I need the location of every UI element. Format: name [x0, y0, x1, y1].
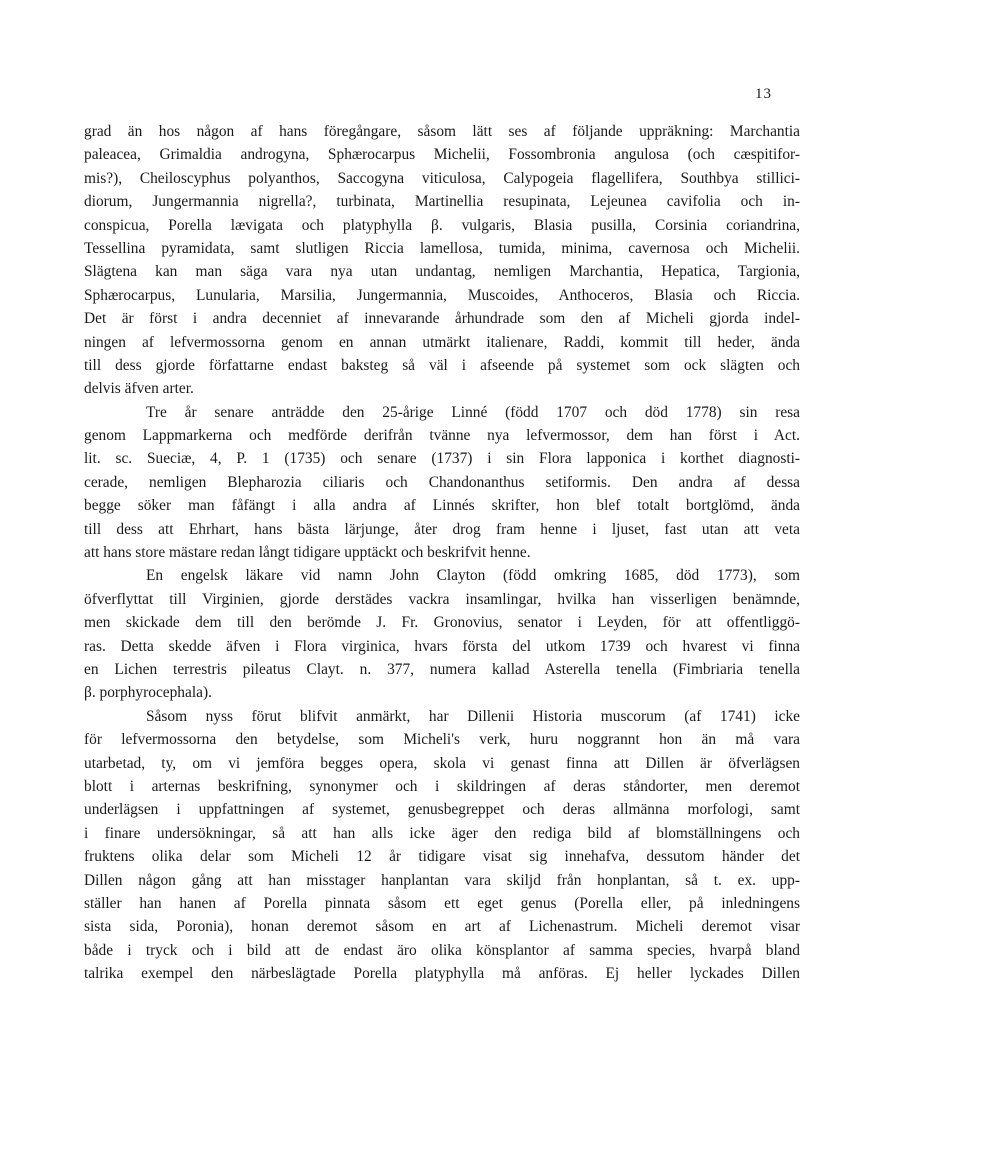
text-line: talrika exempel den närbeslägtade Porella platyphylla må anföras. Ej heller lyckades Dillen — [84, 965, 800, 983]
text-line: ställer han hanen af Porella pinnata såsom ett eget genus (Porella eller, på inledningens — [84, 894, 800, 912]
text-line: för lefvermossorna den betydelse, som Micheli's verk, huru noggrannt hon än må vara — [84, 731, 800, 749]
text-line: conspicua, Porella lævigata och platyphylla β. vulgaris, Blasia pusilla, Corsinia coriandrina, — [84, 216, 800, 234]
text-line: lit. sc. Sueciæ, 4, P. 1 (1735) och senare (1737) i sin Flora lapponica i korthet diagnosti- — [84, 450, 800, 468]
text-line: till dess gjorde författarne endast baksteg så väl i afseende på systemet som ock slägten och — [84, 356, 800, 374]
text-line: ras. Detta skedde äfven i Flora virginica, hvars första del utkom 1739 och hvarest vi finna — [84, 637, 800, 655]
text-line: En engelsk läkare vid namn John Clayton (född omkring 1685, död 1773), som — [146, 567, 800, 585]
text-line: β. porphyrocephala). — [84, 684, 212, 702]
text-line: grad än hos någon af hans föregångare, såsom lätt ses af följande uppräkning: Marchantia — [84, 123, 800, 140]
text-line: en Lichen terrestris pileatus Clayt. n. 377, numera kallad Asterella tenella (Fimbriaria tenella — [84, 660, 800, 678]
text-line: att hans store mästare redan långt tidigare upptäckt och beskrifvit henne. — [84, 544, 531, 562]
text-line: Tessellina pyramidata, samt slutligen Riccia lamellosa, tumida, minima, cavernosa och Michelii. — [84, 239, 800, 257]
text-line: både i tryck och i bild att de endast äro olika könsplantor af samma species, hvarpå bland — [84, 941, 800, 959]
text-line: till dess att Ehrhart, hans bästa lärjunge, åter drog fram henne i ljuset, fast utan att veta — [84, 520, 800, 538]
text-line: Sphærocarpus, Lunularia, Marsilia, Jungermannia, Muscoides, Anthoceros, Blasia och Riccia. — [84, 286, 800, 304]
text-line: underlägsen i uppfattningen af systemet, genusbegreppet och deras allmänna morfologi, samt — [84, 801, 800, 819]
text-line: mis?), Cheiloscyphus polyanthos, Saccogyna viticulosa, Calypogeia flagellifera, Southbya stillici- — [84, 169, 800, 187]
text-line: i finare undersökningar, så att han alls icke äger den rediga bild af blomställningens och — [84, 824, 800, 842]
text-line: blott i arternas beskrifning, synonymer och i skildringen af deras ståndorter, men deremot — [84, 777, 800, 795]
page-number: 13 — [755, 86, 772, 102]
text-line: öfverflyttat till Virginien, gjorde derstädes vackra insamlingar, hvilka han visserligen benämnde, — [84, 590, 800, 608]
text-line: utarbetad, ty, om vi jemföra begges opera, skola vi genast finna att Dillen är öfverlägsen — [84, 754, 800, 772]
text-line: Slägtena kan man säga vara nya utan undantag, nemligen Marchantia, Hepatica, Targionia, — [84, 263, 800, 281]
text-line: Det är först i andra decenniet af innevarande århundrade som den af Micheli gjorda indel- — [84, 310, 800, 328]
text-line: Dillen någon gång att han misstager hanplantan vara skiljd från honplantan, så t. ex. upp- — [84, 871, 800, 889]
text-line: Tre år senare anträdde den 25-årige Linné (född 1707 och död 1778) sin resa — [146, 403, 800, 421]
text-line: men skickade dem till den berömde J. Fr. Gronovius, senator i Leyden, för att offentliggö- — [84, 614, 800, 632]
text-line: fruktens olika delar som Micheli 12 år tidigare visat sig innehafva, dessutom händer det — [84, 848, 800, 866]
text-line: paleacea, Grimaldia androgyna, Sphærocarpus Michelii, Fossombronia angulosa (och cæspitifor- — [84, 146, 800, 164]
text-line: diorum, Jungermannia nigrella?, turbinata, Martinellia resupinata, Lejeunea cavifolia och in- — [84, 193, 800, 211]
text-line: sista sida, Poronia), honan deremot såsom en art af Lichenastrum. Micheli deremot visar — [84, 918, 800, 936]
text-line: ningen af lefvermossorna genom en annan utmärkt italienare, Raddi, kommit till heder, ända — [84, 333, 800, 351]
text-line: cerade, nemligen Blepharozia ciliaris och Chandonanthus setiformis. Den andra af dessa — [84, 473, 800, 491]
text-line: genom Lappmarkerna och medförde derifrån tvänne nya lefvermossor, dem han först i Act. — [84, 427, 800, 445]
text-line: begge söker man fåfängt i alla andra af Linnés skrifter, hon blef totalt bortglömd, ända — [84, 497, 800, 515]
text-line: Såsom nyss förut blifvit anmärkt, har Dillenii Historia muscorum (af 1741) icke — [146, 707, 800, 725]
body-text — [84, 120, 800, 985]
text-line: delvis äfven arter. — [84, 380, 194, 398]
